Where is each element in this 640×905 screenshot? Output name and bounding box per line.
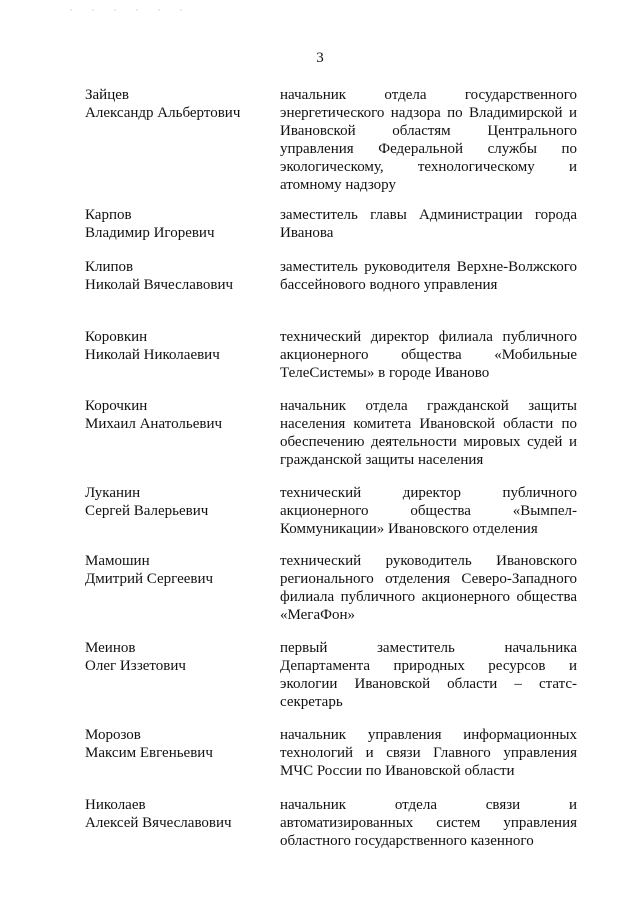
given-names: Олег Иззетович bbox=[85, 658, 186, 674]
person-name bbox=[85, 552, 265, 588]
surname: Коровкин bbox=[85, 329, 148, 345]
given-names: Николай Николаевич bbox=[85, 347, 220, 363]
person-name bbox=[85, 86, 265, 122]
position-title: заместитель руководителя Верхне-Волжского бассейнового водного управления bbox=[280, 259, 577, 293]
surname: Зайцев bbox=[85, 87, 129, 103]
given-names: Александр Альбертович bbox=[85, 105, 241, 121]
surname: Корочкин bbox=[85, 398, 148, 414]
surname: Клипов bbox=[85, 259, 134, 275]
position-title: первый заместитель начальника Департамента природных ресурсов и экологии Ивановской области – статс-секретарь bbox=[280, 640, 577, 710]
given-names: Дмитрий Сергеевич bbox=[85, 571, 214, 587]
given-names: Алексей Вячеславович bbox=[85, 815, 232, 831]
position-title: технический директор публичного акционерного общества «Вымпел-Коммуникации» Ивановского отделения bbox=[280, 485, 577, 537]
person-name bbox=[85, 639, 265, 675]
position-title: технический директор филиала публичного акционерного общества «Мобильные ТелеСистемы» в городе Иваново bbox=[280, 329, 577, 381]
position-title: начальник отдела государственного энергетического надзора по Владимирской и Ивановской областям Центрального управления Федеральной службы по экологическому, технологическому и атомному надзору bbox=[280, 87, 577, 193]
surname: Николаев bbox=[85, 797, 146, 813]
surname: Меинов bbox=[85, 640, 136, 656]
position-title: начальник управления информационных технологий и связи Главного управления МЧС России по Ивановской области bbox=[280, 727, 577, 779]
position-title: начальник отдела гражданской защиты населения комитета Ивановской области по обеспечению деятельности мировых судей и гражданской защиты населения bbox=[280, 398, 577, 468]
surname: Луканин bbox=[85, 485, 141, 501]
page-number: 3 bbox=[316, 50, 324, 66]
given-names: Владимир Игоревич bbox=[85, 225, 215, 241]
person-name bbox=[85, 484, 265, 520]
surname: Мамошин bbox=[85, 553, 150, 569]
given-names: Николай Вячеславович bbox=[85, 277, 234, 293]
person-name bbox=[85, 328, 265, 364]
position-title: заместитель главы Администрации города Иванова bbox=[280, 207, 577, 241]
scan-artifact bbox=[60, 8, 200, 12]
position-title: начальник отдела связи и автоматизированных систем управления областного государственного казенного bbox=[280, 797, 577, 849]
surname: Морозов bbox=[85, 727, 141, 743]
given-names: Михаил Анатольевич bbox=[85, 416, 223, 432]
person-name bbox=[85, 206, 265, 242]
given-names: Сергей Валерьевич bbox=[85, 503, 209, 519]
person-name bbox=[85, 726, 265, 762]
given-names: Максим Евгеньевич bbox=[85, 745, 213, 761]
person-name bbox=[85, 397, 265, 433]
position-title: технический руководитель Ивановского регионального отделения Северо-Западного филиала публичного акционерного общества «МегаФон» bbox=[280, 553, 577, 623]
person-name bbox=[85, 796, 265, 832]
surname: Карпов bbox=[85, 207, 132, 223]
person-name bbox=[85, 258, 265, 294]
